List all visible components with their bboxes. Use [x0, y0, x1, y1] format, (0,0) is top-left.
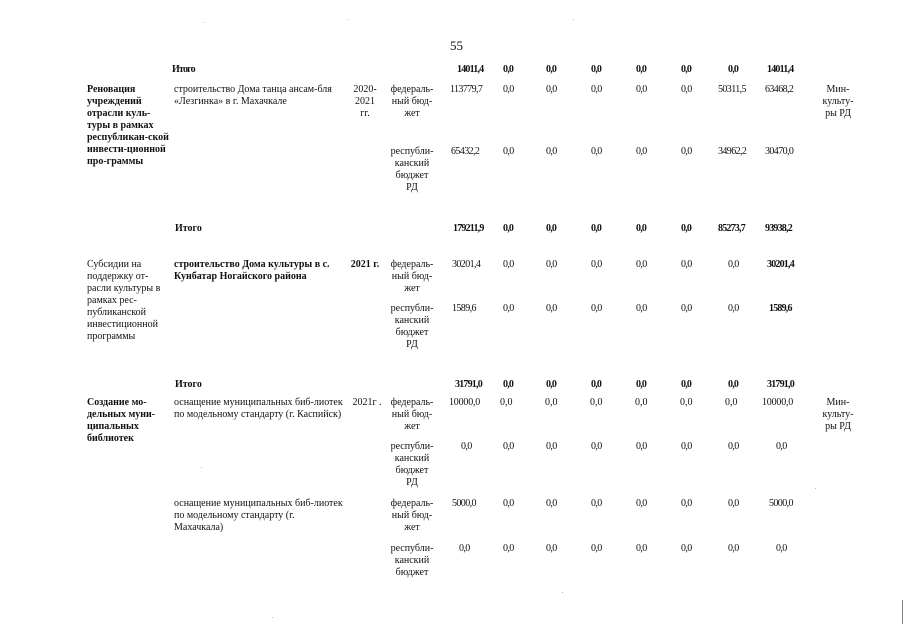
value-cell: 0,0	[503, 441, 514, 452]
funding-source: федераль-ный бюд-жет	[390, 259, 434, 294]
value-cell: 5000,0	[452, 498, 476, 509]
value-cell: 0,0	[776, 441, 787, 452]
value-cell: 0,0	[503, 259, 514, 270]
value-cell: 0,0	[728, 441, 739, 452]
value-cell: 0,0	[503, 146, 514, 157]
value-cell: 0,0	[681, 498, 692, 509]
value-cell: 10000,0	[449, 397, 481, 408]
total-value: 179211,9	[453, 223, 484, 234]
period: 2021г .	[352, 397, 382, 408]
total-value: 0,0	[681, 64, 692, 75]
value-cell: 0,0	[590, 397, 603, 408]
value-cell: 0,0	[636, 303, 647, 314]
value-cell: 0,0	[728, 303, 739, 314]
page-number: 55	[450, 38, 463, 53]
total-value: 0,0	[636, 64, 647, 75]
total-value: 31791,0	[455, 379, 482, 390]
value-cell: 0,0	[681, 84, 692, 95]
total-value: 0,0	[728, 379, 739, 390]
total-value: 0,0	[546, 223, 557, 234]
scan-speck	[573, 19, 574, 20]
value-cell: 0,0	[681, 441, 692, 452]
value-cell: 0,0	[681, 259, 692, 270]
value-cell: 0,0	[681, 303, 692, 314]
value-cell: 0,0	[591, 303, 602, 314]
object-name: оснащение муниципальных биб-лиотек по модельному стандарту (г. Махачкала)	[174, 498, 343, 533]
funding-source: республи-канский бюджет РД	[390, 303, 434, 350]
value-cell: 0,0	[591, 146, 602, 157]
value-cell: 34962,2	[718, 146, 747, 157]
value-cell: 0,0	[636, 441, 647, 452]
executor: Мин-культу-ры РД	[822, 397, 854, 432]
value-cell: 30201,4	[452, 259, 481, 270]
total-value: 0,0	[681, 223, 692, 234]
value-cell: 30470,0	[765, 146, 794, 157]
value-cell: 0,0	[591, 498, 602, 509]
value-cell: 30201,4	[767, 259, 794, 270]
value-cell: 0,0	[503, 303, 514, 314]
total-value: 0,0	[546, 64, 557, 75]
value-cell: 0,0	[503, 84, 514, 95]
funding-source: республи-канский бюджет РД	[390, 146, 434, 193]
value-cell: 0,0	[591, 543, 602, 554]
value-cell: 0,0	[728, 543, 739, 554]
scan-speck	[815, 488, 816, 489]
total-value: 0,0	[728, 64, 739, 75]
period: 2020-2021 гг.	[353, 84, 377, 119]
funding-source: федераль-ный бюд-жет	[390, 397, 434, 432]
total-value: 0,0	[503, 64, 514, 75]
value-cell: 0,0	[680, 397, 693, 408]
scan-speck	[347, 19, 348, 20]
total-value: 0,0	[636, 223, 647, 234]
section-title: Создание мо-дельных муни-ципальных библиотек	[87, 397, 156, 444]
total-label: Итого	[172, 64, 195, 75]
total-label: Итого	[175, 223, 202, 234]
scan-speck	[201, 467, 202, 468]
value-cell: 113779,7	[450, 84, 483, 95]
value-cell: 0,0	[591, 84, 602, 95]
total-value: 0,0	[636, 379, 647, 390]
value-cell: 0,0	[546, 146, 557, 157]
funding-source: республи-канский бюджет	[390, 543, 434, 578]
value-cell: 0,0	[681, 146, 692, 157]
total-value: 0,0	[546, 379, 557, 390]
value-cell: 0,0	[636, 146, 647, 157]
value-cell: 0,0	[635, 397, 648, 408]
value-cell: 0,0	[546, 498, 557, 509]
value-cell: 0,0	[546, 84, 557, 95]
total-value: 0,0	[681, 379, 692, 390]
value-cell: 0,0	[725, 397, 738, 408]
funding-source: федераль-ный бюд-жет	[390, 84, 434, 119]
value-cell: 0,0	[546, 543, 557, 554]
total-value: 14011,4	[767, 64, 794, 75]
total-value: 0,0	[503, 379, 514, 390]
total-value: 14011,4	[457, 64, 484, 75]
scan-speck	[203, 22, 204, 23]
value-cell: 0,0	[461, 441, 472, 452]
value-cell: 50311,5	[718, 84, 746, 95]
value-cell: 0,0	[636, 498, 647, 509]
value-cell: 0,0	[636, 84, 647, 95]
total-value: 93938,2	[765, 223, 792, 234]
period: 2021 г.	[350, 259, 380, 270]
value-cell: 0,0	[546, 303, 557, 314]
value-cell: 0,0	[546, 441, 557, 452]
value-cell: 10000,0	[762, 397, 794, 408]
value-cell: 1589,6	[769, 303, 792, 314]
total-value: 85273,7	[718, 223, 745, 234]
total-value: 31791,0	[767, 379, 794, 390]
section-title: Субсидии на поддержку от-расли культуры в рамках рес-публиканской инвестиционной программы	[87, 259, 161, 342]
scan-edge-mark	[902, 600, 903, 624]
value-cell: 0,0	[636, 543, 647, 554]
scan-speck	[562, 592, 563, 593]
total-label: Итого	[175, 379, 202, 390]
value-cell: 65432,2	[451, 146, 480, 157]
section-title: Реновация учреждений отрасли куль-туры в рамках республикан-ской инвести-ционной про-граммы	[87, 84, 169, 167]
value-cell: 0,0	[503, 543, 514, 554]
total-value: 0,0	[591, 379, 602, 390]
value-cell: 0,0	[681, 543, 692, 554]
value-cell: 0,0	[546, 259, 557, 270]
value-cell: 0,0	[459, 543, 470, 554]
scan-speck	[272, 617, 273, 618]
value-cell: 0,0	[591, 441, 602, 452]
object-name: строительство Дома культуры в с. Кунбатар Ногайского района	[174, 259, 330, 282]
object-name: строительство Дома танца ансам-бля «Лезгинка» в г. Махачкале	[174, 84, 332, 107]
value-cell: 0,0	[545, 397, 558, 408]
funding-source: федераль-ный бюд-жет	[390, 498, 434, 533]
value-cell: 0,0	[591, 259, 602, 270]
total-value: 0,0	[591, 223, 602, 234]
value-cell: 0,0	[500, 397, 513, 408]
object-name: оснащение муниципальных биб-лиотек по модельному стандарту (г. Каспийск)	[174, 397, 343, 420]
value-cell: 0,0	[728, 259, 739, 270]
value-cell: 0,0	[636, 259, 647, 270]
value-cell: 1589,6	[452, 303, 476, 314]
value-cell: 0,0	[776, 543, 787, 554]
funding-source: республи-канский бюджет РД	[390, 441, 434, 488]
value-cell: 63468,2	[765, 84, 794, 95]
value-cell: 5000,0	[769, 498, 793, 509]
value-cell: 0,0	[728, 498, 739, 509]
executor: Мин-культу-ры РД	[822, 84, 854, 119]
total-value: 0,0	[591, 64, 602, 75]
total-value: 0,0	[503, 223, 514, 234]
value-cell: 0,0	[503, 498, 514, 509]
